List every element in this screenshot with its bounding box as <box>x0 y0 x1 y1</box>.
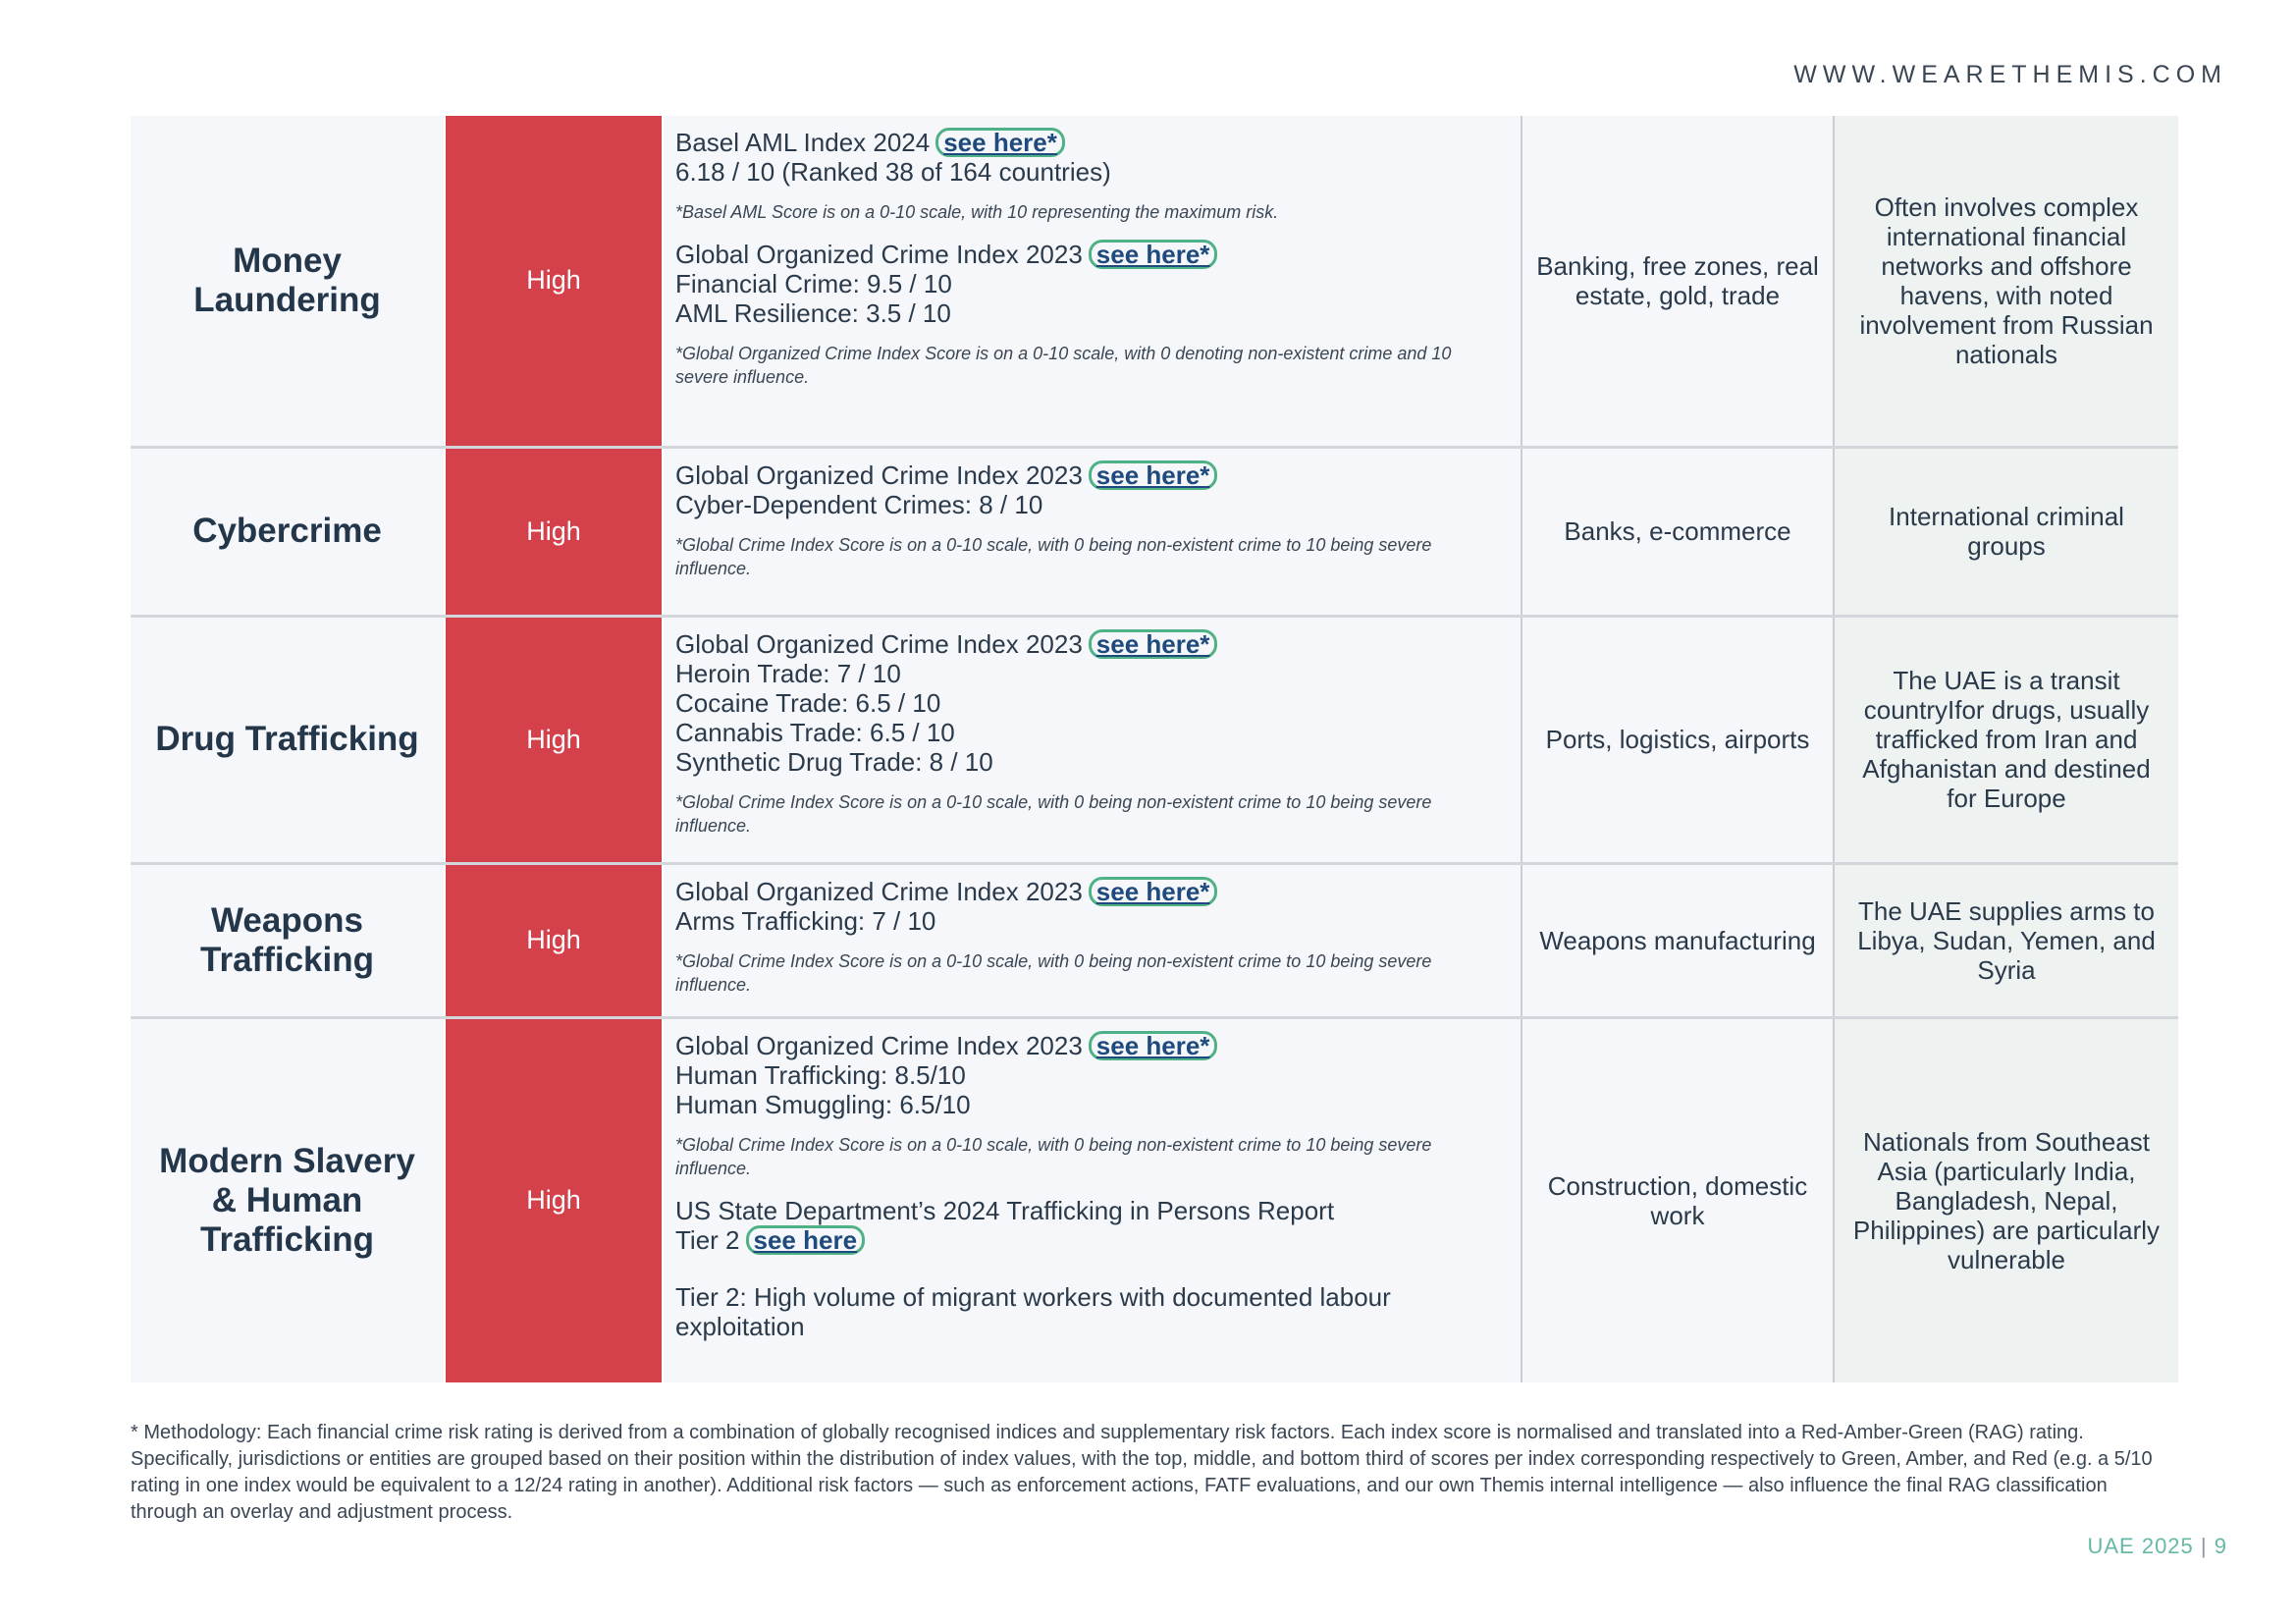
index-line <box>675 1090 1509 1119</box>
risk-indices <box>663 616 1522 863</box>
risk-sectors: Weapons manufacturing <box>1522 863 1834 1017</box>
index-line <box>675 298 1509 328</box>
risk-row <box>131 616 2178 863</box>
risk-row <box>131 447 2178 616</box>
index-text: Cocaine Trade: 6.5 / 10 <box>675 687 941 718</box>
index-line <box>675 490 1509 519</box>
risk-category: Money Laundering <box>131 116 445 447</box>
risk-category: Cybercrime <box>131 447 445 616</box>
see-here-link[interactable]: see here* <box>1089 240 1218 269</box>
index-block <box>675 460 1509 580</box>
index-text: Human Smuggling: 6.5/10 <box>675 1089 971 1119</box>
index-line <box>675 157 1509 187</box>
index-text: Global Organized Crime Index 2023 <box>675 628 1083 659</box>
index-block <box>675 629 1509 838</box>
index-line <box>675 906 1509 936</box>
index-scale-note: *Global Crime Index Score is on a 0-10 scale, with 0 being non-existent crime to 10 being severe influence. <box>675 950 1432 995</box>
index-text: Human Trafficking: 8.5/10 <box>675 1059 966 1090</box>
risk-sectors: Ports, logistics, airports <box>1522 616 1834 863</box>
index-scale-note: *Global Organized Crime Index Score is on a 0-10 scale, with 0 denoting non-existent crime and 10 severe influence. <box>675 344 1452 387</box>
index-line <box>675 128 1509 157</box>
see-here-link[interactable]: see here* <box>935 128 1065 157</box>
index-block <box>675 1031 1509 1180</box>
index-line <box>675 1060 1509 1090</box>
risk-indices <box>663 863 1522 1017</box>
index-text: Global Organized Crime Index 2023 <box>675 240 1083 269</box>
index-text: Global Organized Crime Index 2023 <box>675 460 1083 490</box>
index-block <box>675 128 1509 224</box>
see-here-link[interactable]: see here* <box>1089 877 1218 906</box>
see-here-link[interactable]: see here* <box>1089 1031 1218 1060</box>
risk-sectors: Banks, e-commerce <box>1522 447 1834 616</box>
risk-notes: Often involves complex international financial networks and offshore havens, with noted involvement from Russian nationals <box>1834 116 2178 447</box>
risk-notes: Nationals from Southeast Asia (particularly India, Bangladesh, Nepal, Philippines) are particularly vulnerable <box>1834 1017 2178 1382</box>
index-block <box>675 1196 1509 1341</box>
risk-rating-badge: High <box>445 616 663 863</box>
index-text: US State Department’s 2024 Trafficking in Persons Report <box>675 1195 1335 1225</box>
risk-notes: The UAE is a transit countryIfor drugs, usually trafficked from Iran and Afghanistan and destined for Europe <box>1834 616 2178 863</box>
risk-row <box>131 116 2178 447</box>
risk-row <box>131 863 2178 1017</box>
index-text: Cyber-Dependent Crimes: 8 / 10 <box>675 489 1043 519</box>
index-text: Synthetic Drug Trade: 8 / 10 <box>675 746 993 777</box>
risk-indices <box>663 116 1522 447</box>
see-here-link[interactable]: see here* <box>1089 629 1218 659</box>
index-text: Basel AML Index 2024 <box>675 128 931 157</box>
risk-rating-badge: High <box>445 116 663 447</box>
index-text: Cannabis Trade: 6.5 / 10 <box>675 717 955 747</box>
index-line <box>675 688 1509 718</box>
site-url[interactable]: WWW.WEARETHEMIS.COM <box>1793 61 2227 88</box>
risk-rating-badge: High <box>445 447 663 616</box>
page-separator: | <box>2200 1534 2208 1558</box>
index-line <box>675 718 1509 747</box>
tier-explanation: Tier 2: High volume of migrant workers with documented labour exploitation <box>675 1281 1391 1341</box>
index-line <box>675 877 1509 906</box>
see-here-link[interactable]: see here* <box>1089 460 1218 490</box>
index-text: Global Organized Crime Index 2023 <box>675 1030 1083 1060</box>
index-scale-note: *Global Crime Index Score is on a 0-10 scale, with 0 being non-existent crime to 10 being severe influence. <box>675 1134 1432 1178</box>
risk-table <box>131 116 2178 1382</box>
risk-notes: The UAE supplies arms to Libya, Sudan, Yemen, and Syria <box>1834 863 2178 1017</box>
index-text: Financial Crime: 9.5 / 10 <box>675 269 952 298</box>
see-here-link[interactable]: see here <box>746 1225 866 1255</box>
methodology-footnote: * Methodology: Each financial crime risk rating is derived from a combination of globally recognised indices and supplementary risk factors. Each index score is normalised and translated into a Red-Amber-Green (RAG) rating. Specifically, jurisdictions or entities are grouped based on their position within the distribution of index values, with the top, middle, and bottom third of scores per index corresponding respectively to Green, Amber, and Red (e.g. a 5/10 rating in one index would be equivalent to a 12/24 rating in another). Additional risk factors — such as enforcement actions, FATF evaluations, and our own Themis internal intelligence — also influence the final RAG classification through an overlay and adjustment process. <box>131 1422 2153 1523</box>
index-text: 6.18 / 10 (Ranked 38 of 164 countries) <box>675 157 1111 187</box>
index-line <box>675 269 1509 298</box>
risk-category: Drug Trafficking <box>131 616 445 863</box>
index-scale-note: *Global Crime Index Score is on a 0-10 scale, with 0 being non-existent crime to 10 being severe influence. <box>675 791 1432 836</box>
page-number <box>2087 1534 2227 1559</box>
index-text: AML Resilience: 3.5 / 10 <box>675 298 951 328</box>
index-scale-note: *Basel AML Score is on a 0-10 scale, with 10 representing the maximum risk. <box>675 202 1279 222</box>
risk-sectors: Banking, free zones, real estate, gold, trade <box>1522 116 1834 447</box>
index-scale-note: *Global Crime Index Score is on a 0-10 scale, with 0 being non-existent crime to 10 being severe influence. <box>675 534 1432 578</box>
risk-rating-badge: High <box>445 1017 663 1382</box>
index-line <box>675 1031 1509 1060</box>
risk-category: Weapons Trafficking <box>131 863 445 1017</box>
index-line <box>675 1225 1509 1255</box>
index-line <box>675 1196 1509 1225</box>
risk-row <box>131 1017 2178 1382</box>
index-text: Heroin Trade: 7 / 10 <box>675 658 901 688</box>
risk-indices <box>663 447 1522 616</box>
risk-sectors: Construction, domestic work <box>1522 1017 1834 1382</box>
index-block <box>675 877 1509 997</box>
index-line <box>675 240 1509 269</box>
index-text: Arms Trafficking: 7 / 10 <box>675 905 936 936</box>
index-line <box>675 659 1509 688</box>
risk-category: Modern Slavery & Human Trafficking <box>131 1017 445 1382</box>
index-text: Tier 2 <box>675 1224 740 1255</box>
index-line <box>675 460 1509 490</box>
page-num: 9 <box>2214 1534 2227 1558</box>
page-label: UAE 2025 <box>2087 1534 2194 1558</box>
risk-notes: International criminal groups <box>1834 447 2178 616</box>
risk-rating-badge: High <box>445 863 663 1017</box>
index-line <box>675 747 1509 777</box>
risk-indices <box>663 1017 1522 1382</box>
index-block <box>675 240 1509 389</box>
index-text: Global Organized Crime Index 2023 <box>675 876 1083 906</box>
index-line <box>675 629 1509 659</box>
